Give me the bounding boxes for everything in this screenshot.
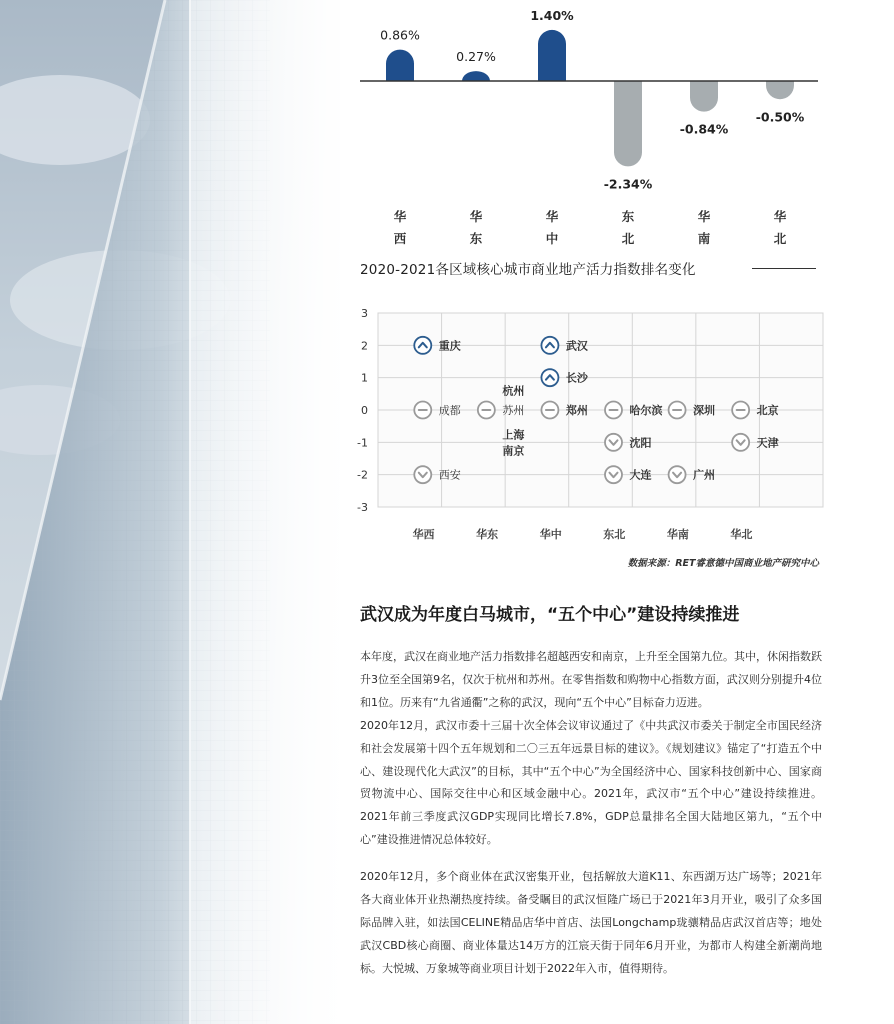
category-label: 华 bbox=[697, 209, 711, 224]
category-label: 西 bbox=[393, 231, 407, 246]
point-up bbox=[414, 337, 431, 354]
region-label: 华北 bbox=[730, 528, 753, 541]
title-rule bbox=[752, 268, 816, 269]
point-flat bbox=[541, 402, 558, 419]
city-label: 杭州 bbox=[502, 384, 525, 398]
city-label: 深圳 bbox=[693, 404, 716, 417]
category-label: 中 bbox=[545, 231, 559, 246]
bar-value-label: -0.50% bbox=[755, 109, 805, 125]
y-tick-label: -1 bbox=[357, 436, 368, 450]
city-label: 郑州 bbox=[565, 404, 588, 417]
point-marker bbox=[414, 337, 431, 354]
article-paragraph: 本年度，武汉在商业地产活力指数排名超越西安和南京，上升至全国第九位。其中，休闲指数跃升3位至全国第9名，仅次于杭州和苏州。在零售指数和购物中心指数方面，武汉则分别提升4位和1位。历来有“九省通衢”之称的武汉，现向“五个中心”目标奋力迈进。 bbox=[360, 650, 822, 709]
city-label: 沈阳 bbox=[629, 436, 652, 450]
bar bbox=[690, 81, 718, 112]
bar-value-label: -0.84% bbox=[679, 121, 729, 137]
point-flat bbox=[414, 402, 431, 419]
category-label: 华 bbox=[545, 209, 559, 224]
article-paragraph: 2020年12月，多个商业体在武汉密集开业，包括解放大道K11、东西湖万达广场等；2021年各大商业体开业热潮热度持续。备受瞩目的武汉恒隆广场已于2021年3月开业，吸引了众多国际品牌入驻，如法国CELINE精品店华中首店、法国Longchamp珑骧精品店武汉首店等；地处武汉CBD核心商圈、商业体量达14万方的江宸天街于同年6月开业，为都市人构建全新潮尚地标。大悦城、万象城等商业项目计划于2022年入市，值得期待。 bbox=[360, 870, 822, 975]
category-label: 南 bbox=[697, 231, 711, 246]
category-label: 北 bbox=[773, 231, 787, 246]
city-label: 大连 bbox=[629, 468, 652, 482]
point-marker bbox=[414, 466, 431, 483]
category-label: 北 bbox=[621, 231, 635, 246]
city-label: 成都 bbox=[438, 404, 461, 417]
bar-value-label: -2.34% bbox=[603, 176, 653, 192]
point-marker bbox=[732, 434, 749, 451]
city-label: 南京 bbox=[502, 444, 525, 458]
y-tick-label: -3 bbox=[357, 501, 368, 514]
y-tick-label: 3 bbox=[361, 307, 368, 320]
region-label: 华中 bbox=[539, 528, 562, 541]
point-marker bbox=[605, 434, 622, 451]
bar bbox=[462, 71, 490, 81]
point-flat bbox=[732, 402, 749, 419]
category-label: 东 bbox=[469, 231, 483, 246]
bar-value-label: 0.86% bbox=[380, 27, 420, 43]
bar bbox=[538, 30, 566, 81]
city-label: 西安 bbox=[438, 468, 461, 482]
category-label: 华 bbox=[393, 209, 407, 224]
point-flat bbox=[478, 402, 495, 419]
category-label: 华 bbox=[773, 209, 787, 224]
region-label: 华西 bbox=[412, 528, 435, 541]
region-label: 东北 bbox=[603, 528, 626, 541]
point-flat bbox=[605, 402, 622, 419]
chart-title-row bbox=[360, 258, 820, 280]
point-flat bbox=[669, 402, 686, 419]
bar bbox=[614, 81, 642, 166]
bar bbox=[766, 81, 794, 99]
point-down bbox=[669, 466, 686, 483]
point-down bbox=[732, 434, 749, 451]
category-label: 东 bbox=[621, 209, 635, 224]
city-label: 天津 bbox=[756, 436, 779, 450]
article-body bbox=[360, 646, 822, 981]
section-heading: 武汉成为年度白马城市，“五个中心”建设持续推进 bbox=[360, 605, 740, 625]
city-label: 哈尔滨 bbox=[629, 404, 663, 417]
city-label: 广州 bbox=[693, 468, 716, 482]
source-note: 数据来源：RET睿意德中国商业地产研究中心 bbox=[627, 558, 819, 569]
y-tick-label: 1 bbox=[361, 371, 368, 385]
bar bbox=[386, 50, 414, 81]
city-label: 长沙 bbox=[565, 371, 588, 385]
point-down bbox=[605, 466, 622, 483]
region-label: 华东 bbox=[476, 528, 499, 541]
point-marker bbox=[541, 369, 558, 386]
point-up bbox=[541, 369, 558, 386]
category-label: 华 bbox=[469, 209, 483, 224]
bar-value-label: 0.27% bbox=[456, 49, 496, 65]
y-tick-label: 0 bbox=[361, 404, 368, 417]
article-paragraph: 2020年12月，武汉市委十三届十次全体会议审议通过了《中共武汉市委关于制定全市国民经济和社会发展第十四个五年规划和二〇三五年远景目标的建议》。《规划建议》锚定了“打造五个中心、建设现代化大武汉”的目标，其中“五个中心”为全国经济中心、国家科技创新中心、国家商贸物流中心、国际交往中心和区域金融中心。2021年，武汉市“五个中心”建设持续推进。2021年前三季度武汉GDP实现同比增长7.8%，GDP总量排名全国大陆地区第九，“五个中心”建设推进情况总体较好。 bbox=[360, 718, 822, 847]
regional-change-bar-chart bbox=[355, 0, 825, 255]
point-down bbox=[605, 434, 622, 451]
point-up bbox=[541, 337, 558, 354]
city-label: 重庆 bbox=[438, 339, 461, 353]
point-marker bbox=[605, 466, 622, 483]
ranking-change-scatter-chart bbox=[355, 300, 825, 575]
city-label: 武汉 bbox=[565, 339, 588, 353]
point-marker bbox=[541, 337, 558, 354]
chart-title: 2020-2021各区域核心城市商业地产活力指数排名变化 bbox=[360, 262, 696, 278]
point-marker bbox=[669, 466, 686, 483]
y-tick-label: -2 bbox=[357, 468, 368, 482]
y-tick-label: 2 bbox=[361, 339, 368, 353]
bar-value-label: 1.40% bbox=[530, 7, 574, 23]
city-label: 苏州 bbox=[502, 404, 525, 417]
region-label: 华南 bbox=[666, 528, 689, 541]
city-label: 上海 bbox=[502, 428, 525, 442]
city-label: 北京 bbox=[756, 404, 779, 417]
point-down bbox=[414, 466, 431, 483]
